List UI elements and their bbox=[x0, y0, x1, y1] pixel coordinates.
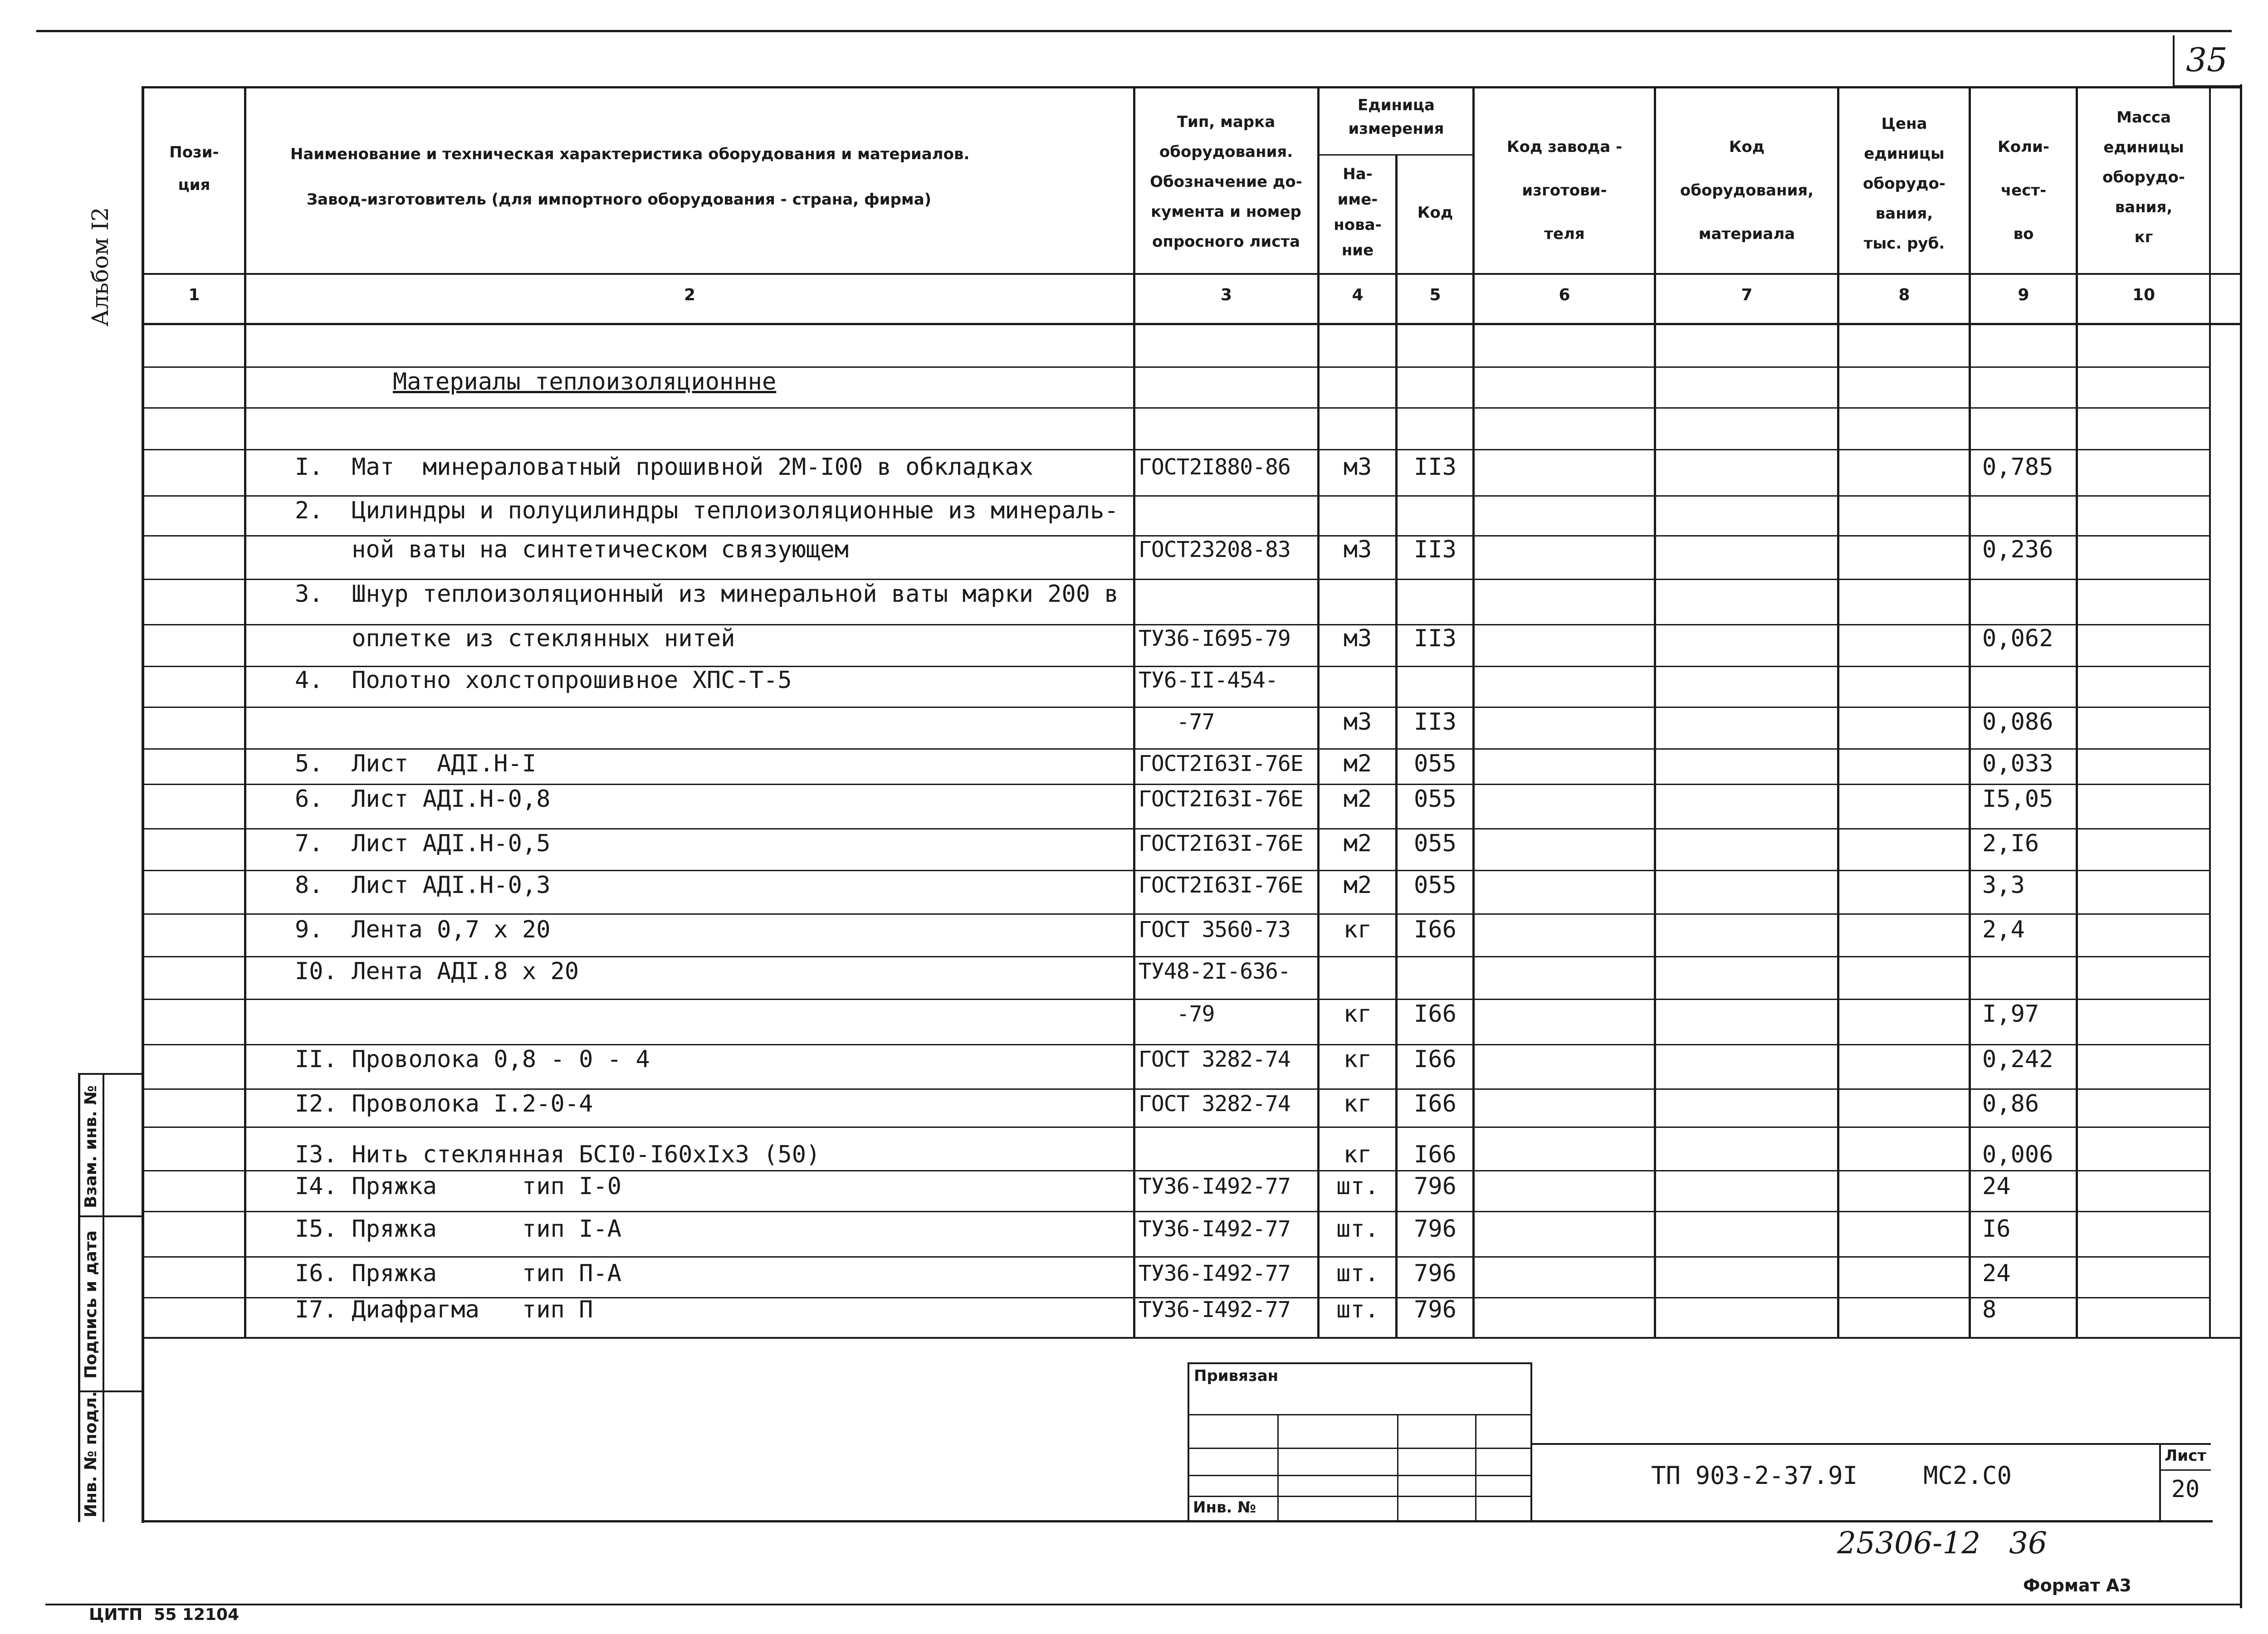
row-line bbox=[142, 748, 2211, 750]
row-qty: 0,062 bbox=[1982, 625, 2053, 652]
side-label-2: Подпись и дата bbox=[82, 1230, 100, 1379]
header-col6-line3: теля bbox=[1544, 225, 1585, 243]
row-doc: ГОСТ 3560-73 bbox=[1139, 917, 1290, 942]
sheet-box-split bbox=[2159, 1469, 2211, 1471]
header-col3 bbox=[1135, 107, 1317, 257]
row-doc: ГОСТ2I63I-76Е bbox=[1139, 751, 1303, 776]
row-unit: м2 bbox=[1343, 872, 1372, 899]
row-qty: 24 bbox=[1982, 1173, 2011, 1200]
header-col8-line4: вания, bbox=[1875, 205, 1933, 223]
vline-2 bbox=[1133, 86, 1135, 1338]
vline-1 bbox=[244, 86, 246, 1338]
colnum-2: 2 bbox=[684, 286, 696, 304]
row-code: I66 bbox=[1414, 1000, 1457, 1028]
row-line bbox=[142, 784, 2211, 785]
row-doc: ТУ6-II-454- bbox=[1139, 668, 1278, 693]
stamp-outer-right bbox=[1530, 1362, 1532, 1521]
header-col10-line3: оборудо- bbox=[2102, 168, 2185, 186]
stamp-row1 bbox=[1188, 1414, 1531, 1415]
header-col6-line2: изготови- bbox=[1522, 181, 1607, 200]
side-box-left bbox=[78, 1073, 80, 1522]
row-line bbox=[142, 1211, 2211, 1212]
row-line bbox=[142, 828, 2211, 829]
row-name: 6. Лист АДI.Н-0,8 bbox=[295, 785, 551, 813]
row-name: ной ваты на синтетическом связующем bbox=[295, 536, 849, 563]
row-qty: 0,033 bbox=[1982, 750, 2053, 777]
header-col7-line3: материала bbox=[1698, 225, 1795, 243]
header-col5: Код bbox=[1417, 204, 1453, 222]
row-doc: ТУ36-I492-77 bbox=[1139, 1297, 1290, 1322]
row-name: I. Мат минераловатный прошивной 2М-I00 в обкладках bbox=[295, 454, 1033, 481]
header-col3-line2: оборудования. bbox=[1159, 143, 1293, 161]
row-qty: I5,05 bbox=[1982, 785, 2053, 813]
row-line bbox=[142, 999, 2211, 1000]
row-qty: 2,I6 bbox=[1982, 830, 2039, 857]
header-col3-line3: Обозначение до- bbox=[1150, 173, 1302, 191]
header-col1 bbox=[144, 136, 244, 201]
header-unit-group bbox=[1320, 93, 1473, 141]
stamp-designation: ТП 903-2-37.9I bbox=[1651, 1461, 1858, 1490]
stamp-privyazan: Привязан bbox=[1194, 1367, 1279, 1385]
row-code: 796 bbox=[1414, 1173, 1457, 1200]
row-line bbox=[142, 1088, 2211, 1090]
colnum-6: 6 bbox=[1559, 286, 1570, 304]
row-line-c bbox=[142, 449, 2211, 450]
header-col7-line2: оборудования, bbox=[1680, 181, 1814, 200]
stamp-row4 bbox=[1188, 1496, 1531, 1497]
row-qty: 0,086 bbox=[1982, 708, 2053, 736]
table-bottom bbox=[142, 1337, 2240, 1339]
row-line bbox=[142, 1044, 2211, 1045]
row-unit: шт. bbox=[1336, 1173, 1379, 1200]
stamp-sheet-no: 20 bbox=[2171, 1476, 2200, 1503]
row-doc: ГОСТ2I63I-76Е bbox=[1139, 873, 1303, 898]
stamp-v2 bbox=[1397, 1414, 1398, 1521]
header-col9-line3: во bbox=[2013, 225, 2034, 243]
numbers-bottom bbox=[142, 323, 2240, 325]
row-line bbox=[142, 1170, 2211, 1171]
stamp-v1 bbox=[1277, 1414, 1279, 1521]
row-line bbox=[142, 579, 2211, 580]
header-unit-line1: Единица bbox=[1358, 96, 1435, 114]
row-name: I7. Диафрагма тип П bbox=[295, 1296, 593, 1323]
row-line bbox=[142, 707, 2211, 708]
row-code: 796 bbox=[1414, 1215, 1457, 1243]
vline-6 bbox=[1654, 86, 1656, 1338]
row-line-b bbox=[142, 407, 2211, 409]
vline-7 bbox=[1837, 86, 1839, 1338]
side-box-mid bbox=[103, 1073, 104, 1522]
row-unit: м2 bbox=[1343, 830, 1372, 857]
header-unit-line2: измерения bbox=[1348, 120, 1444, 138]
pagebox-left bbox=[2173, 35, 2175, 86]
row-name: 8. Лист АДI.Н-0,3 bbox=[295, 872, 551, 899]
header-col10-line5: кг bbox=[2134, 228, 2153, 246]
row-unit: шт. bbox=[1336, 1296, 1379, 1323]
header-col4-line4: ние bbox=[1341, 241, 1374, 259]
row-name: оплетке из стеклянных нитей bbox=[295, 625, 735, 652]
header-col8-line5: тыс. руб. bbox=[1863, 234, 1945, 253]
header-col2 bbox=[290, 132, 969, 222]
header-col6 bbox=[1475, 125, 1654, 256]
row-name: I2. Проволока I.2-0-4 bbox=[295, 1090, 593, 1117]
row-unit: кг bbox=[1343, 1000, 1372, 1028]
row-code: 055 bbox=[1414, 830, 1457, 857]
sheet-box-left bbox=[2159, 1443, 2161, 1521]
row-name: 4. Полотно холстопрошивное ХПС-Т-5 bbox=[295, 667, 792, 694]
row-code: I66 bbox=[1414, 1090, 1457, 1117]
row-name: I4. Пряжка тип I-0 bbox=[295, 1173, 622, 1200]
stamp-sheet-label: Лист bbox=[2165, 1447, 2206, 1465]
row-doc: ТУ48-2I-636- bbox=[1139, 959, 1290, 984]
publisher-label: ЦИТП 55 12104 bbox=[89, 1605, 240, 1624]
row-unit: м3 bbox=[1343, 536, 1372, 563]
stamp-inv-no: Инв. № bbox=[1193, 1498, 1256, 1517]
row-name: 5. Лист АДI.Н-I bbox=[295, 750, 537, 777]
row-line bbox=[142, 870, 2211, 871]
header-col3-line5: опросного листа bbox=[1152, 233, 1300, 251]
colnum-3: 3 bbox=[1220, 286, 1232, 304]
row-code: II3 bbox=[1414, 625, 1457, 652]
header-col10 bbox=[2078, 102, 2209, 252]
row-line-a bbox=[142, 366, 2211, 368]
colnum-10: 10 bbox=[2132, 286, 2156, 304]
row-code: 055 bbox=[1414, 872, 1457, 899]
row-unit: м3 bbox=[1343, 454, 1372, 481]
row-qty: 2,4 bbox=[1982, 916, 2025, 943]
row-name: 9. Лента 0,7 х 20 bbox=[295, 916, 551, 943]
top-rule bbox=[36, 30, 2232, 32]
side-box-top bbox=[78, 1073, 142, 1075]
row-unit: м3 bbox=[1343, 708, 1372, 736]
colnum-4: 4 bbox=[1352, 286, 1364, 304]
row-name: 7. Лист АДI.Н-0,5 bbox=[295, 830, 551, 857]
stamp-outer-top bbox=[1188, 1362, 1531, 1364]
row-doc: -79 bbox=[1139, 1001, 1215, 1027]
header-col1-line1: Пози- bbox=[169, 143, 219, 161]
header-col1-line2: ция bbox=[178, 176, 210, 194]
header-col2-line2: Завод-изготовитель (для импортного оборудования - страна, фирма) bbox=[307, 190, 932, 209]
row-code: 796 bbox=[1414, 1296, 1457, 1323]
row-doc: ТУ36-I492-77 bbox=[1139, 1261, 1290, 1286]
header-col7 bbox=[1656, 125, 1838, 256]
row-doc: -77 bbox=[1139, 709, 1215, 735]
header-col4 bbox=[1320, 161, 1396, 263]
row-doc: ТУ36-I492-77 bbox=[1139, 1216, 1290, 1242]
header-col8 bbox=[1839, 109, 1969, 259]
row-name: I5. Пряжка тип I-А bbox=[295, 1215, 622, 1243]
stamp-v3 bbox=[1475, 1414, 1476, 1521]
colnum-9: 9 bbox=[2018, 286, 2029, 304]
header-col4-line3: нова- bbox=[1334, 216, 1382, 234]
colnum-8: 8 bbox=[1898, 286, 1910, 304]
row-name: 3. Шнур теплоизоляционный из минеральной ваты марки 200 в bbox=[295, 580, 1119, 608]
row-line bbox=[142, 956, 2211, 957]
header-bottom bbox=[142, 273, 2240, 275]
table-top bbox=[142, 86, 2240, 88]
row-line bbox=[142, 1127, 2211, 1128]
row-qty: I,97 bbox=[1982, 1000, 2039, 1028]
header-col2-line1: Наименование и техническая характеристика оборудования и материалов. bbox=[290, 145, 970, 163]
row-code: I66 bbox=[1414, 1046, 1457, 1073]
header-col8-line1: Цена bbox=[1881, 115, 1927, 133]
row-unit: м2 bbox=[1343, 785, 1372, 813]
stamp-mark: МС2.С0 bbox=[1923, 1461, 2012, 1490]
row-doc: ТУ36-I695-79 bbox=[1139, 626, 1290, 651]
side-box-h1 bbox=[78, 1215, 142, 1217]
header-col10-line1: Масса bbox=[2116, 108, 2171, 127]
row-line bbox=[142, 1256, 2211, 1258]
colnum-5: 5 bbox=[1429, 286, 1441, 304]
row-qty: 0,242 bbox=[1982, 1046, 2053, 1073]
header-col4-line1: На- bbox=[1343, 165, 1373, 183]
row-qty: 0,86 bbox=[1982, 1090, 2039, 1117]
colnum-1: 1 bbox=[188, 286, 200, 304]
row-qty: 24 bbox=[1982, 1260, 2011, 1287]
row-unit: кг bbox=[1343, 1090, 1372, 1117]
title-block-top bbox=[1531, 1443, 2211, 1445]
row-code: 055 bbox=[1414, 750, 1457, 777]
row-unit: шт. bbox=[1336, 1260, 1379, 1287]
row-qty: 8 bbox=[1982, 1296, 1997, 1323]
row-qty: 0,006 bbox=[1982, 1141, 2053, 1168]
row-name: II. Проволока 0,8 - 0 - 4 bbox=[295, 1046, 650, 1073]
row-unit: кг bbox=[1343, 1046, 1372, 1073]
title-block-bottom bbox=[142, 1520, 2213, 1522]
row-unit: м2 bbox=[1343, 750, 1372, 777]
row-doc: ГОСТ 3282-74 bbox=[1139, 1047, 1290, 1072]
row-qty: 0,785 bbox=[1982, 454, 2053, 481]
header-col7-line1: Код bbox=[1729, 138, 1765, 156]
row-qty: 0,236 bbox=[1982, 536, 2053, 563]
album-label: Альбом I2 bbox=[87, 207, 113, 327]
row-name: I6. Пряжка тип П-А bbox=[295, 1260, 622, 1287]
colnum-7: 7 bbox=[1741, 286, 1753, 304]
header-col9-line2: чест- bbox=[2000, 181, 2047, 200]
row-doc: ГОСТ2I63I-76Е bbox=[1139, 831, 1303, 856]
right-frame bbox=[2240, 84, 2242, 1608]
header-col4-line2: име- bbox=[1337, 190, 1378, 209]
row-qty: I6 bbox=[1982, 1215, 2011, 1243]
row-name: I0. Лента АДI.8 х 20 bbox=[295, 958, 579, 985]
header-col3-line1: Тип, марка bbox=[1177, 113, 1276, 131]
section-title: Материалы теплоизоляционнне bbox=[393, 368, 777, 395]
row-code: I66 bbox=[1414, 1141, 1457, 1168]
row-doc: ТУ36-I492-77 bbox=[1139, 1174, 1290, 1199]
row-name: I3. Нить стеклянная БСI0-I60хIх3 (50) bbox=[295, 1141, 821, 1168]
header-col8-line3: оборудо- bbox=[1863, 175, 1945, 193]
vline-10 bbox=[2209, 86, 2211, 1338]
side-label-1: Взам. инв. № bbox=[82, 1085, 100, 1208]
page-number: 35 bbox=[2186, 41, 2228, 79]
row-code: II3 bbox=[1414, 536, 1457, 563]
row-unit: шт. bbox=[1336, 1215, 1379, 1243]
format-label: Формат А3 bbox=[2023, 1575, 2131, 1595]
row-doc: ГОСТ2I63I-76Е bbox=[1139, 786, 1303, 812]
side-label-3: Инв. № подл. bbox=[82, 1391, 100, 1517]
header-col3-line4: кумента и номер bbox=[1151, 203, 1301, 221]
header-col9 bbox=[1971, 125, 2076, 256]
header-col9-line1: Коли- bbox=[1998, 138, 2049, 156]
vline-9 bbox=[2076, 86, 2078, 1338]
row-doc: ГОСТ2I880-86 bbox=[1139, 454, 1290, 480]
row-unit: кг bbox=[1343, 916, 1372, 943]
row-code: II3 bbox=[1414, 708, 1457, 736]
row-code: 055 bbox=[1414, 785, 1457, 813]
vline-8 bbox=[1969, 86, 1971, 1338]
footer-rule bbox=[45, 1604, 2241, 1605]
row-code: 796 bbox=[1414, 1260, 1457, 1287]
row-unit: кг bbox=[1343, 1141, 1372, 1168]
row-unit: м3 bbox=[1343, 625, 1372, 652]
row-line bbox=[142, 495, 2211, 497]
header-col8-line2: единицы bbox=[1864, 145, 1945, 163]
row-doc: ГОСТ23208-83 bbox=[1139, 537, 1290, 562]
row-code: I66 bbox=[1414, 916, 1457, 943]
stamp-outer-left bbox=[1188, 1362, 1189, 1521]
row-line bbox=[142, 913, 2211, 915]
header-col6-line1: Код завода - bbox=[1506, 138, 1623, 156]
stamp-row3 bbox=[1188, 1475, 1531, 1476]
handwritten-number: 25306-12 36 bbox=[1837, 1526, 2048, 1561]
header-col10-line2: единицы bbox=[2103, 138, 2184, 156]
row-code: II3 bbox=[1414, 454, 1457, 481]
stamp-row2 bbox=[1188, 1448, 1531, 1449]
row-name: 2. Цилиндры и полуцилиндры теплоизоляционные из минераль- bbox=[295, 497, 1119, 524]
row-qty: 3,3 bbox=[1982, 872, 2025, 899]
header-col10-line4: вания, bbox=[2115, 198, 2173, 216]
row-doc: ГОСТ 3282-74 bbox=[1139, 1091, 1290, 1117]
